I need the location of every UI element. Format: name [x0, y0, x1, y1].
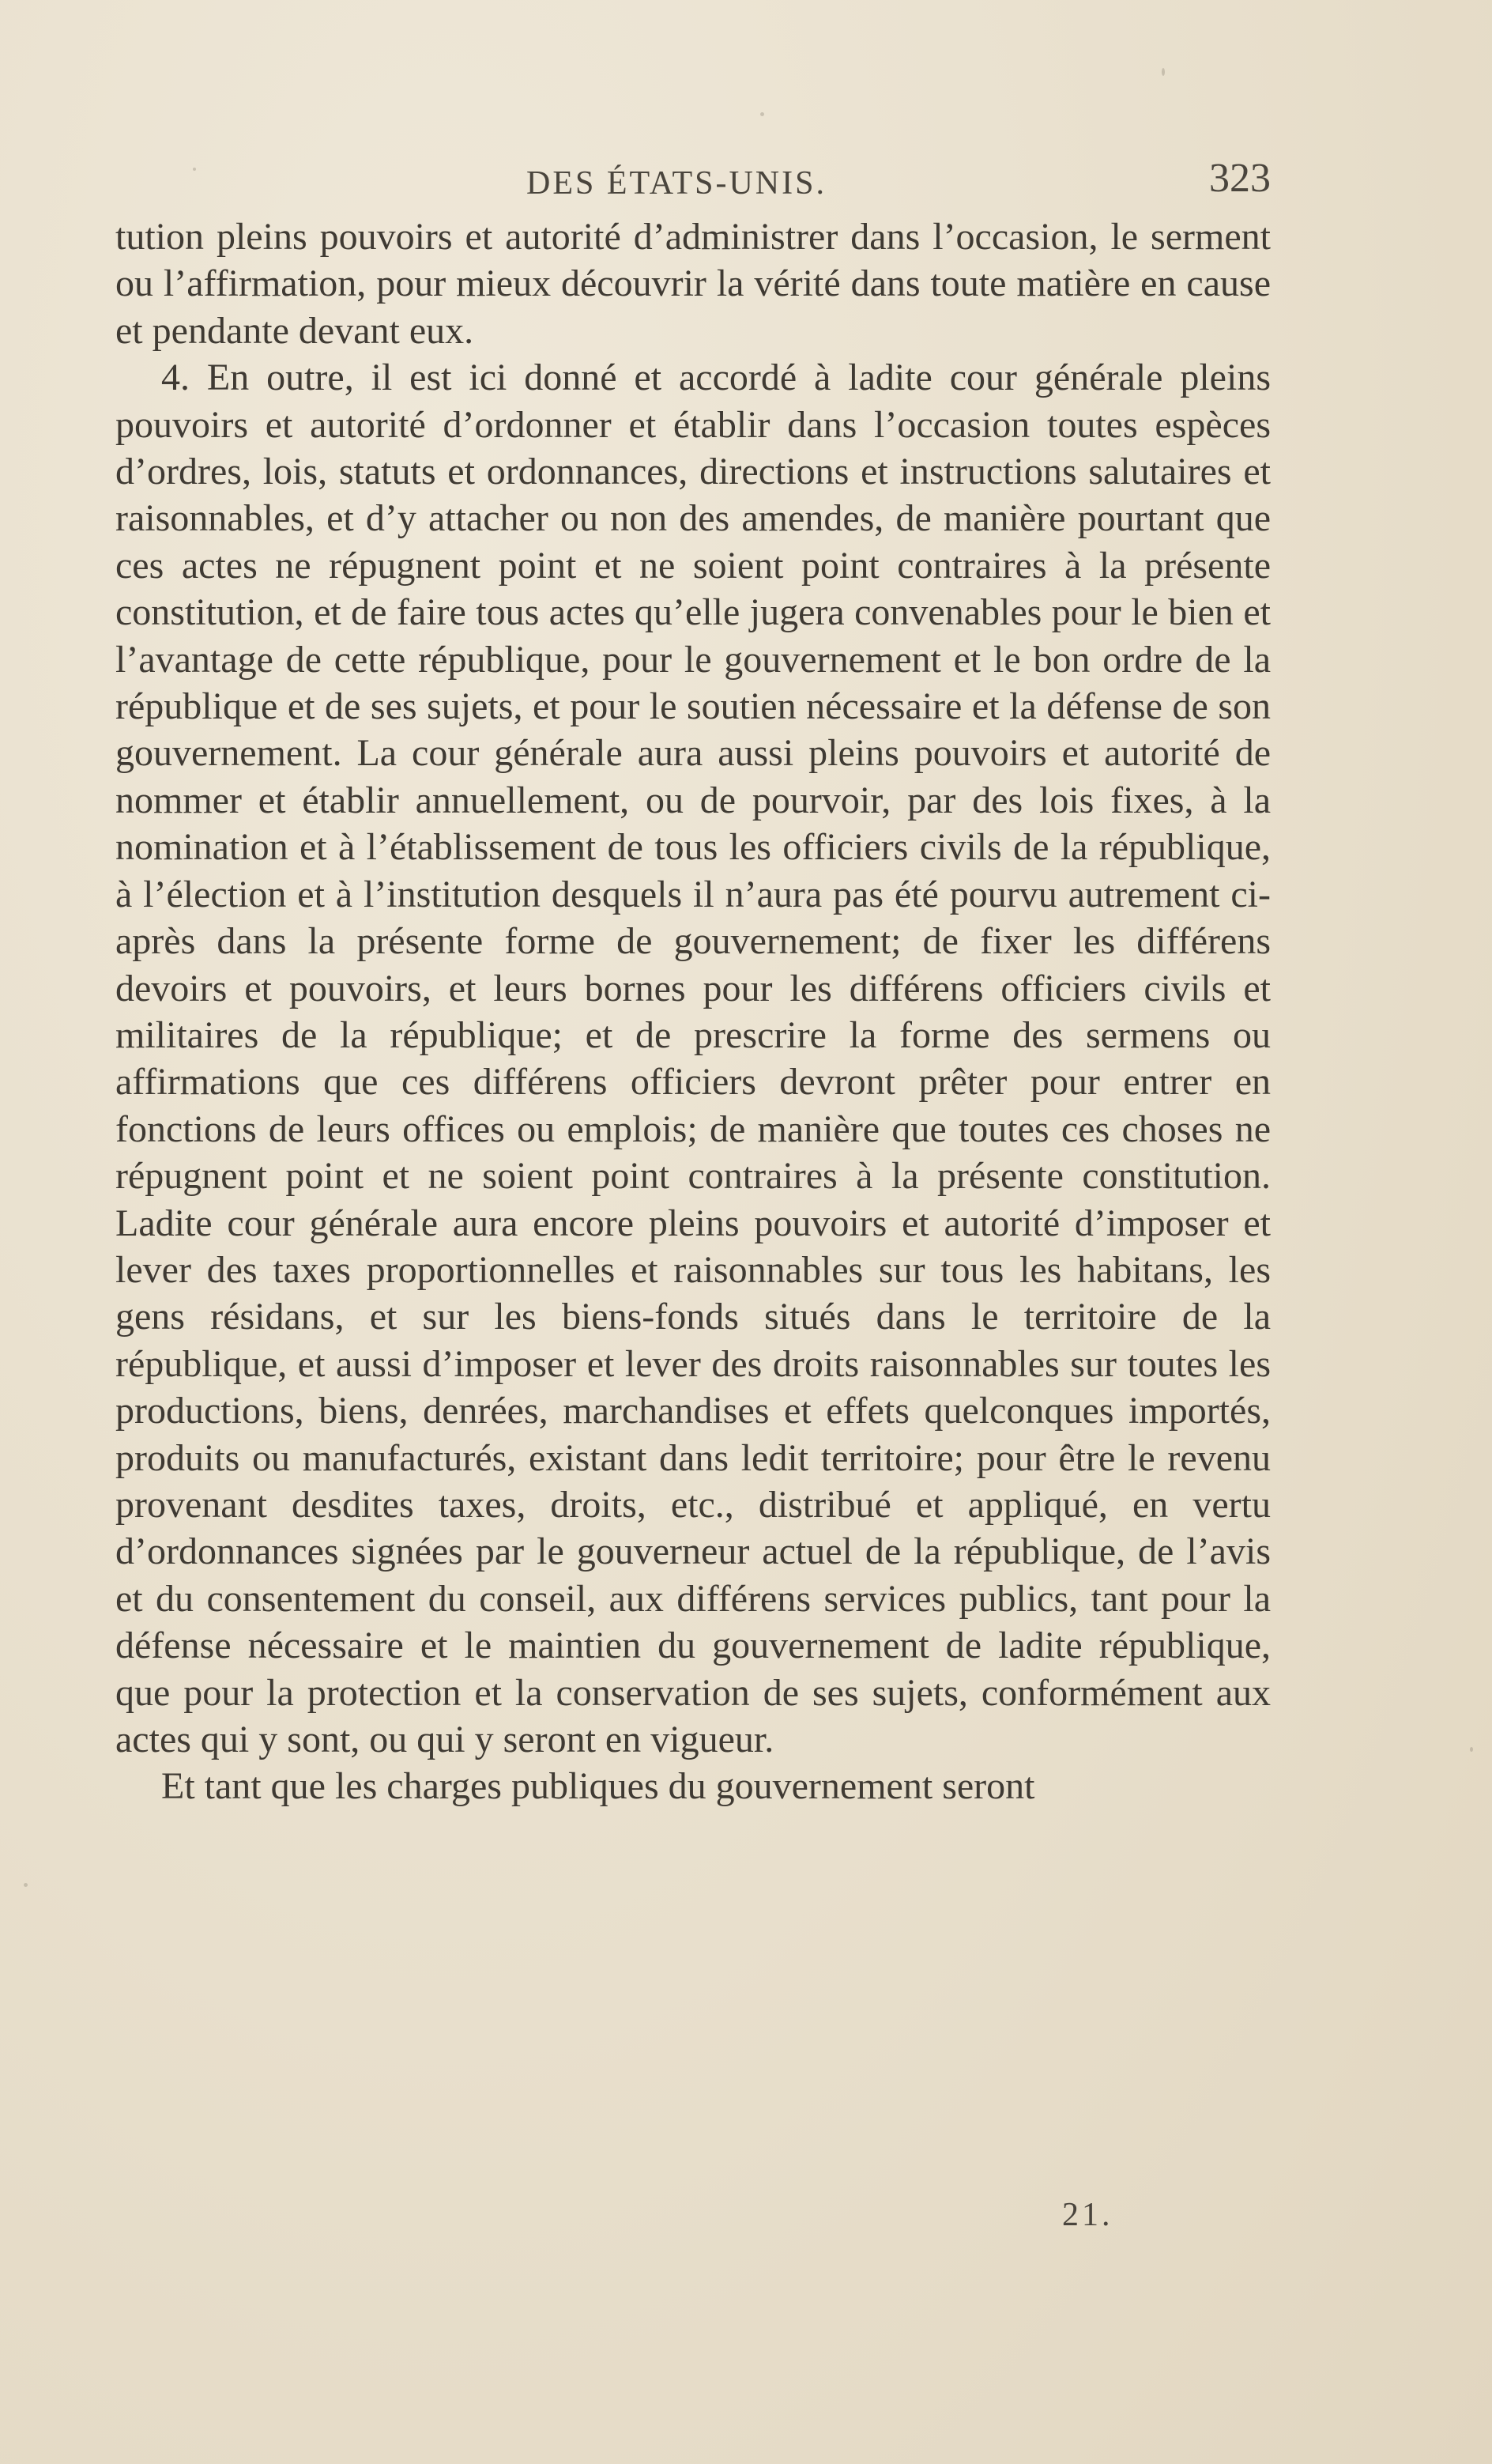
paper-speck: [1470, 1747, 1473, 1752]
paper-speck: [24, 1883, 28, 1887]
paragraph-final: Et tant que les charges publiques du gouvernement seront: [161, 1765, 1035, 1808]
paragraph-article-4: 4. En outre, il est ici donné et accordé à ladite cour générale pleins pouvoirs et autorité d’ordonner et établir dans l’occasion toutes espèces d’ordres, lois, statuts et ordonnances, directions et instructions salutaires et raisonnables, et d’y attacher ou non des amendes, de manière pourtant que ces actes ne répugnent point et ne soient point contraires à la présente constitution, et de faire tous actes qu’elle jugera convenables pour le bien et l’avantage de cette république, pour le gouvernement et le bon ordre de la république et de ses sujets, et pour le soutien nécessaire et la défense de son gouvernement. La cour générale aura aussi pleins pouvoirs et autorité de nommer et établir annuellement, ou de pourvoir, par des lois fixes, à la nomination et à l’établissement de tous les officiers civils de la république, à l’élection et à l’institution desquels il n’aura pas été pourvu autrement ci-après dans la présente forme de gouvernement; de fixer les différens devoirs et pouvoirs, et leurs bornes pour les différens officiers civils et militaires de la république; et de prescrire la forme des sermens ou affirmations que ces différens officiers devront prêter pour entrer en fonctions de leurs offices ou emplois; de manière que toutes ces choses ne répugnent point et ne soient point contraires à la présente constitution. Ladite cour générale aura encore pleins pouvoirs et autorité d’imposer et lever des taxes proportionnelles et raisonnables sur tous les habitans, les gens résidans, et sur les biens-fonds situés dans le territoire de la république, et aussi d’imposer et lever des droits raisonnables sur toutes les productions, biens, denrées, marchandises et effets quelconques importés, produits ou manufacturés, existant dans ledit territoire; pour être le revenu provenant desdites taxes, droits, etc., distribué et appliqué, en vertu d’ordonnances signées par le gouverneur actuel de la république, de l’avis et du consentement du conseil, aux différens services publics, tant pour la défense nécessaire et le maintien du gouvernement de ladite république, que pour la protection et la conservation de ses sujets, conformément aux actes qui y sont, ou qui y seront en vigueur.: [115, 357, 1271, 1760]
paper-speck: [193, 168, 196, 171]
page-number: 323: [1209, 156, 1271, 201]
paragraph-continuation: tution pleins pouvoirs et autorité d’administrer dans l’occasion, le serment ou l’affirmation, pour mieux découvrir la vérité dans toute matière en cause et pendante devant eux.: [115, 216, 1271, 352]
running-head: DES ÉTATS-UNIS.: [526, 165, 827, 202]
signature-mark: 21.: [1062, 2197, 1113, 2233]
body-text: [115, 213, 1271, 1810]
paper-speck: [760, 112, 764, 116]
page-header: [115, 155, 1271, 218]
paper-speck: [1162, 68, 1165, 76]
